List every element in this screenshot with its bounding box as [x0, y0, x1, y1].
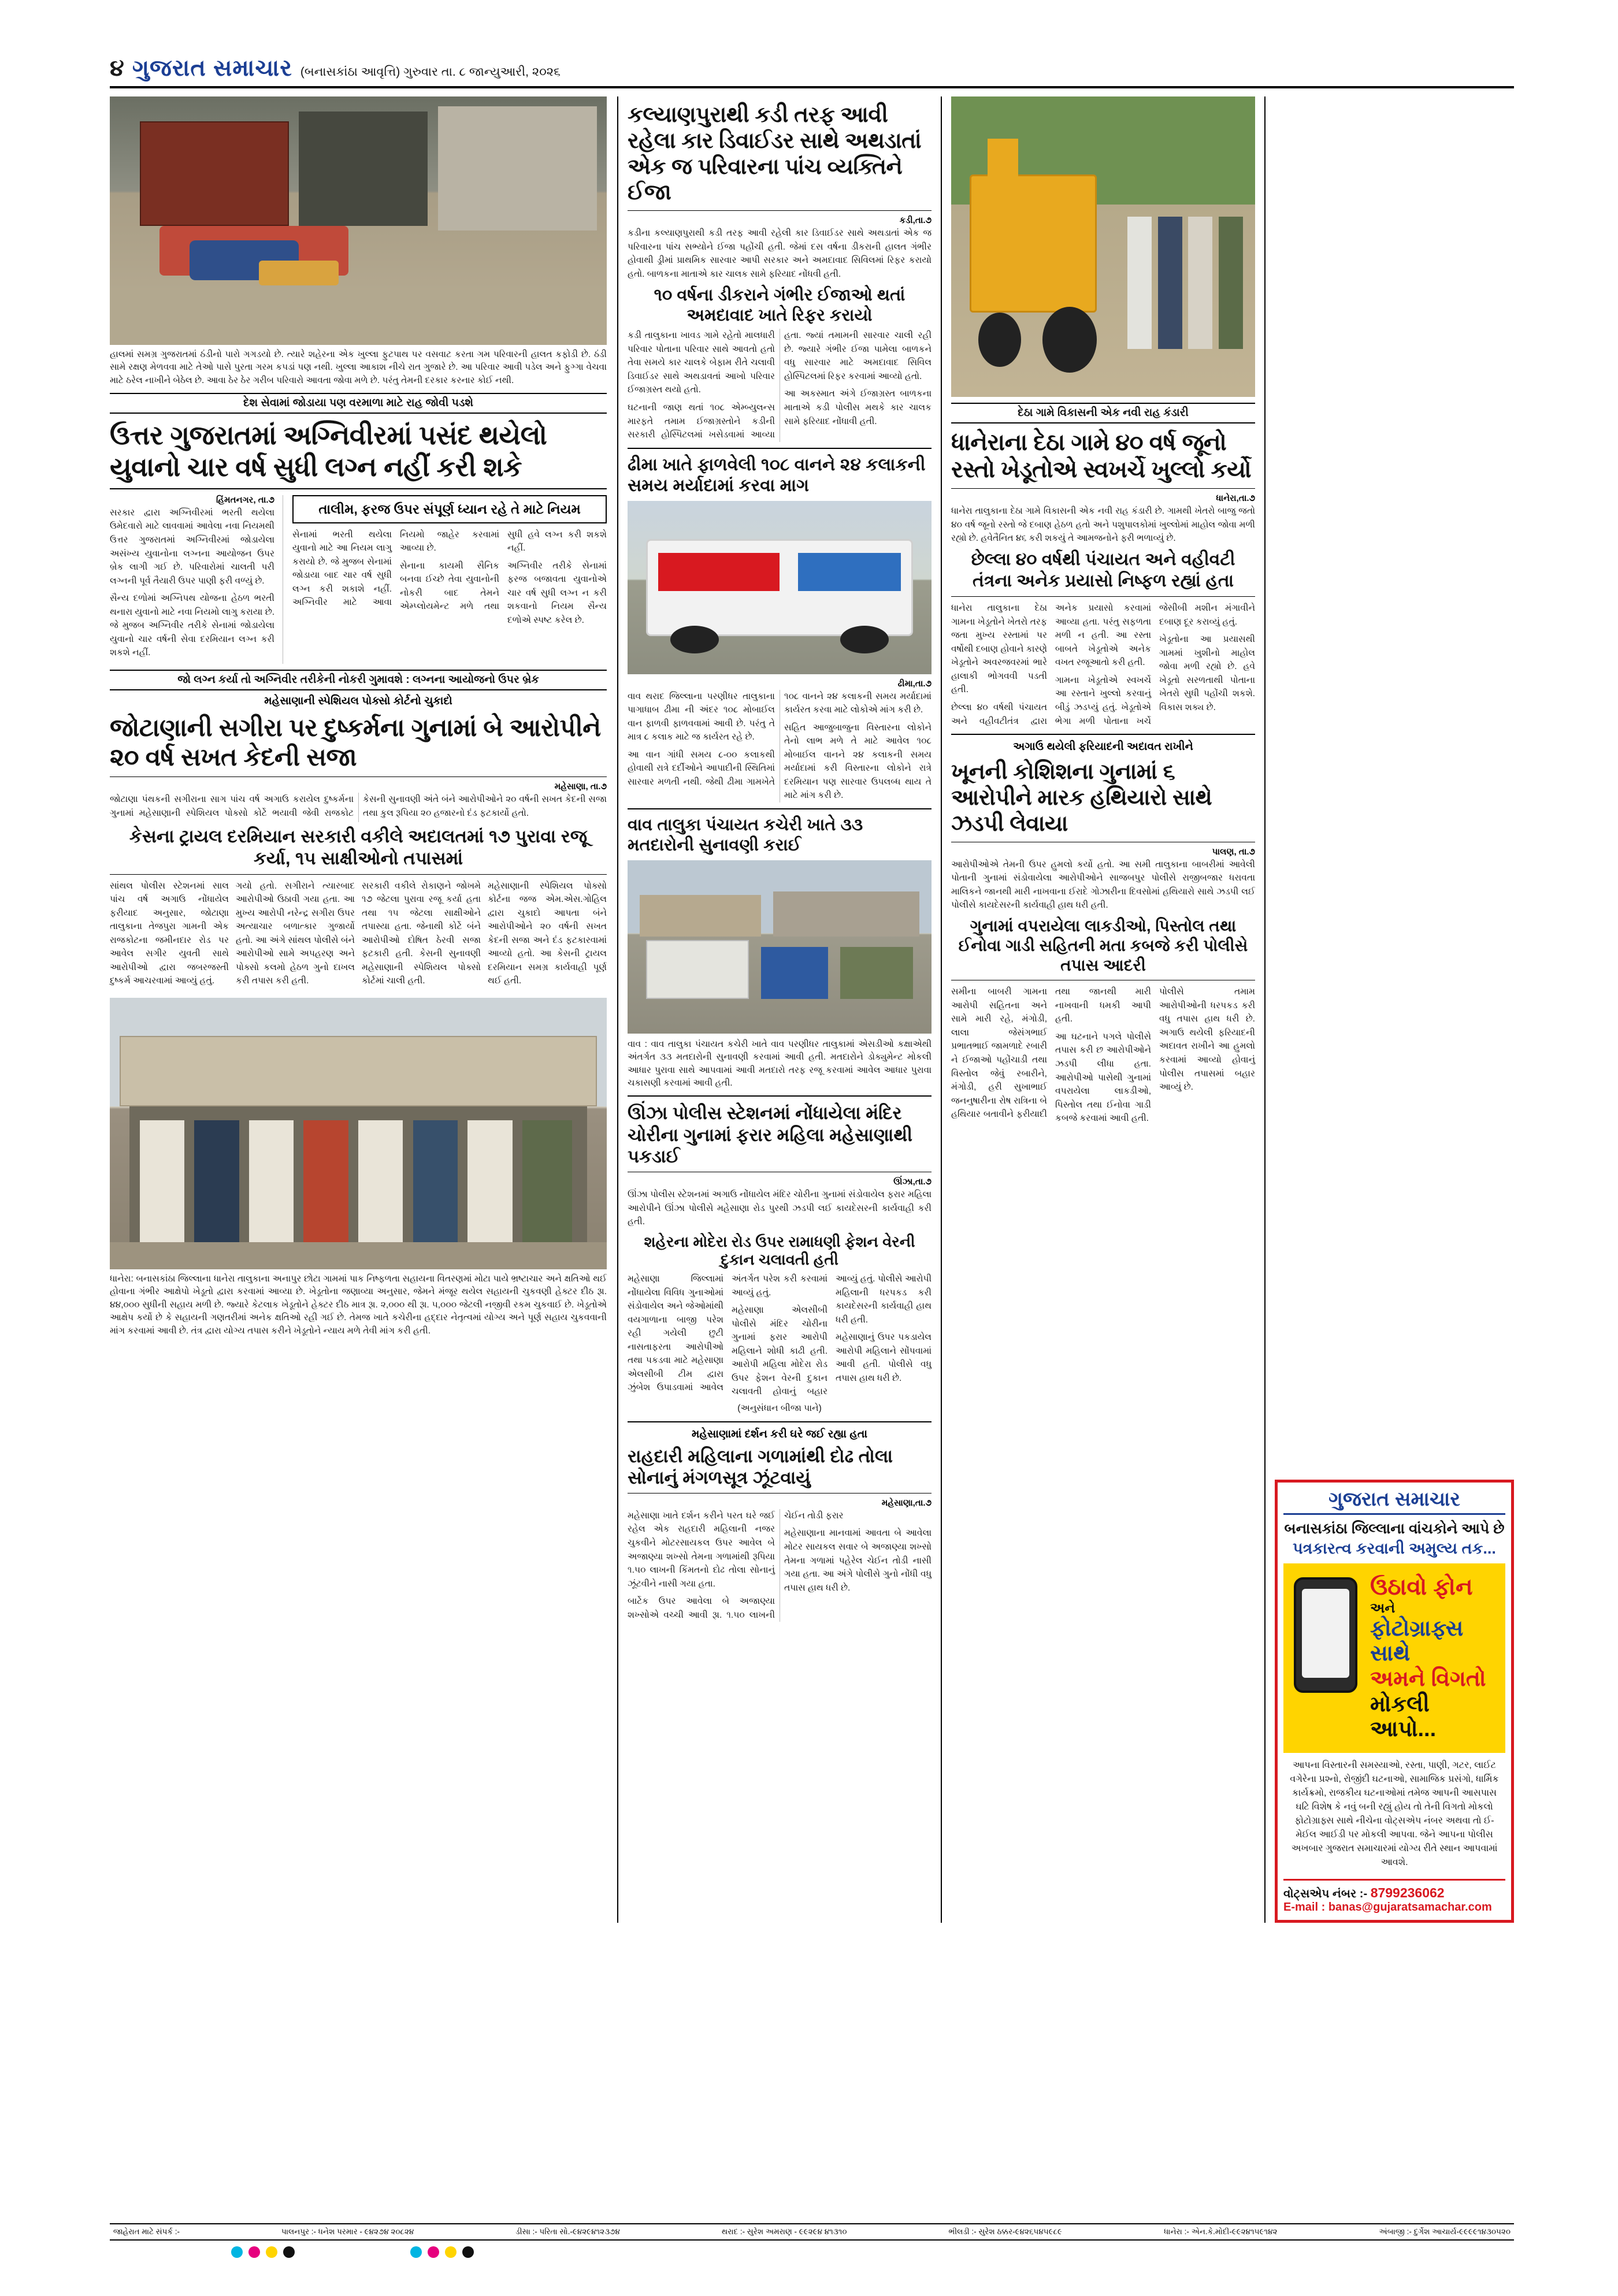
temple-theft-p1: ઊંઝા પોલીસ સ્ટેશનમાં અગાઉ નોંધાયેલ મંદિર ચોરીના ગુનામાં સંડોવાયેલ ફરાર મહિલા આરોપીને ઊંઝા પોલીસે મહેસાણા રોડ પુરથી ઝડપી લઈ કાયદેસરની કાર્યવાહી કરી હતી.	[628, 1190, 932, 1227]
continued-note: (અનુસંધાન બીજા પાને)	[737, 1403, 822, 1414]
ad-highlight-panel	[1283, 1563, 1505, 1753]
kicker-attempt-murder: અગાઉ થયેલી ફરિયાદની અદાવત રાખીને	[1013, 741, 1193, 753]
kicker-chain-snatch: મહેસાણામાં દર્શન કરી ઘરે જઈ રહ્યા હતા	[691, 1428, 868, 1440]
detha-p1: ધાનેરા તાલુકાના દેઠા ગામના ખેડૂતોને ખેતરો તરફ જતા મુખ્ય રસ્તામાં પર વર્ષોથી દબાણ હોવાને કારણે ખેડૂતોને અવરજવરમાં ભારે હાલાકી ભોગવવી પડતી હતી.	[951, 603, 1047, 695]
column-left	[110, 96, 618, 1923]
agniveer-p4: સેનાના કાયમી સૈનિક બનવા ઈચ્છે તેવા યુવાનોની નોકરી બાદ તેમને એમ્પ્લોયમેન્ટ મળે તથા સુધી હવે લગ્ન કરી શકશે નહીં.	[400, 529, 607, 612]
temple-theft-p4: મહેસાણાનું ઉપર પકડાયેલ આરોપી મહિલાને સોંપવામાં આવી હતી. પોલીસે વધુ તપાસ હાથ ધરી છે.	[836, 1332, 932, 1383]
headline-vav-panchayat: વાવ તાલુકા પંચાયત કચેરી ખાતે ૩૩ મતદારોની સુનાવણી કરાઈ	[628, 816, 863, 855]
edition-date: (બનાસકાંઠા આવૃત્તિ) ગુરુવાર તા. ૮ જાન્યુઆરી, ૨૦૨૬	[300, 65, 561, 79]
photo-farmers-group	[110, 998, 607, 1269]
masthead	[110, 55, 1514, 88]
email-row	[1283, 1901, 1505, 1914]
reg-dot-0	[231, 2246, 243, 2258]
ad-big1: ઉઠાવો ફોન	[1370, 1574, 1473, 1600]
footer-item-2: ડીસા :- પરિતા સો.-૯૪૨૯૪૧૨૩૭૪	[515, 2227, 620, 2236]
detha-p4: ખેડૂતોના આ પ્રયાસથી ગામમાં ખુશીનો માહોલ જોવા મળી રહ્યો છે. હવે ખેડૂતો સરળતાથી પોતાના ખેતરો સુધી પહોંચી શકશે. વિકાસ શક્ય છે.	[1159, 634, 1255, 713]
footer-item-1: પાલનપુર :- ધનેશ પરમાર - ૯૪૨૭૪ ૨૦૮૨૪	[281, 2227, 414, 2236]
dateline-attempt-murder: પાલણ, તા.૭	[1212, 846, 1255, 857]
dateline-detha-road: ધાનેરા,તા.૭	[1216, 493, 1255, 504]
footer-item-3: થરાદ :- સુરેશ અમરાણ - ૯૯૨૯૪ ૪૧૩૧૦	[721, 2227, 847, 2236]
temple-theft-p2: મહેસાણા જિલ્લામાં નોંધાયેલા વિવિધ ગુનાઓમાં સંડોવાયેલ અને જેઓમાંથી વયગાળાના બાજી પરેશ રહી ગયેલી છુટી નાસતાફરતા આરોપીઓ તથા પકડવા માટે મહેસાણા એલસીબી ટીમ દ્વારા ઝુંબેશ ઉપાડવામાં આવેલ અંતર્ગત પરેશ કરી કરવામાં આવ્યું હતું.	[628, 1274, 827, 1393]
murder-p3: આ ઘટનાને પગલે પોલીસે તપાસ કરી છ આરોપીઓને ઝડપી લીધા હતા. આરોપીઓ પાસેથી ગુનામાં વપરાયેલા લાકડીઓ, પિસ્તોલ તથા ઈનોવા ગાડી કબજે કરવામાં આવી હતી.	[1055, 1031, 1151, 1124]
headline-agniveer: ઉત્તર ગુજરાતમાં અગ્નિવીરમાં પસંદ થયેલો યુવાનો ચાર વર્ષ સુધી લગ્ન નહીં કરી શકે	[110, 420, 547, 482]
page-number: ૪	[110, 55, 124, 81]
chain-p3: મહેસાણાના માનવામાં આવતા બે આવેલા મોટર સાયકલ સવાર બે અજાણ્યા શખ્સો તેમના ગળામાં પહેરેલ ચેઈન તોડી નાસી ગયા હતા. આ અંગે પોલીસે ગુનો નોંધી વધુ તપાસ હાથ ધરી છે.	[784, 1528, 932, 1593]
van-p1: વાવ થરાદ જિલ્લાના પરણીધર તાલુકાના પાગાધાબ ઢીમા ની અંદર ૧૦૮ મોબાઈલ વાન ફાળવી ફાળવવામાં આવી છે. પરંતુ તે માત્ર ૮ કલાક માટે જ કાર્યરત રહે છે.	[628, 691, 775, 742]
ad-big2: અને	[1370, 1600, 1396, 1616]
subhead-pocso-trial: કેસના ટ્રાયલ દરમિયાન સરકારી વકીલે અદાલતમાં ૧૭ પુરાવા રજૂ કર્યા, ૧૫ સાક્ષીઓનો તપાસમાં	[129, 826, 588, 868]
footer-item-0: જાહેરાત માટે સંપર્ક :-	[113, 2227, 180, 2236]
ad-contact	[1283, 1879, 1505, 1914]
phone-icon	[1294, 1577, 1357, 1693]
subhead-detha-road: છેલ્લા ૪૦ વર્ષથી પંચાયત અને વહીવટી તંત્રના અનેક પ્રયાસો નિષ્ફળ રહ્યાં હતા	[971, 550, 1235, 590]
chain-p2: બાર્ટેક ઉપર આવેલા બે અજાણ્યા શખ્સોએ વચ્ચી આવી રૂા. ૧.૫૦ લાખની ચેઈન તોડી ફરાર	[628, 1510, 844, 1620]
car-accident-p2: કડી તાલુકાના ખાવડ ગામે રહેતો માલધારી પરિવાર પોતાના પરિવાર સાથે આવતો હતો તેવા સમયે કાર ચાલકે બેફામ રીતે ચલાવી ડિવાઈડર સાથે અથડાવતાં આખો પરિવાર ઈજાગ્રસ્ત થયો હતો.	[628, 330, 775, 395]
reg-dot-1	[248, 2246, 260, 2258]
detha-p2: છેલ્લા ૪૦ વર્ષથી પંચાયત અને વહીવટીતંત્ર દ્વારા અનેક પ્રયાસો કરવામાં આવ્યા હતા. પરંતુ સફળતા મળી ન હતી. આ રસ્તા બાબતે ખેડૂતોએ અનેક વખત રજૂઆતો કરી હતી.	[951, 603, 1151, 726]
ad-line2: પત્રકારત્વ કરવાની અમુલ્ય તક...	[1293, 1539, 1496, 1557]
paper-title: ગુજરાત સમાચાર	[132, 55, 292, 81]
reg-dot-5	[428, 2246, 439, 2258]
murder-p1: આરોપીઓએ તેમની ઉપર હુમલો કર્યો હતો. આ સમી તાલુકાના બાબરીમાં આવેલી પોતાની ગુનામાં સંડોવાયેલા આરોપીઓને સાજબપુર પોલીસે રાજીબજાર ધરાવતા માલિકને જાનથી મારી નાખવાના ઈરાદે ગોઝારીના દિવસોમાં હથિયારો સાથે ઝડપી લઈ પોલીસે કાયદેસરની કાર્યવાહી હાથ ધરી હતી.	[951, 859, 1255, 911]
whatsapp-label: વોટ્સએપ નંબર :-	[1283, 1888, 1368, 1901]
registration-marks	[110, 2246, 1514, 2258]
ad-big5: મોકલી આપો...	[1370, 1692, 1437, 1742]
photo-ambulance	[628, 501, 932, 674]
agniveer-p1: સરકાર દ્વારા અગ્નિવીરમાં ભરતી થયેલા ઉમેદવારો માટે લાવવામાં આવેલા નવા નિયમથી ઉત્તર ગુજરાતમાં અગ્નિવીરમાં જોડાયેલા અસંખ્ય યુવાનોના લગ્નના આયોજન ઉપર બ્રેક લાગી ગઈ છે. પરિવારોમાં ચાલતી પરી લગ્નની પૂર્વ તૈયારી ઉપર પાણી ફરી વળ્યું છે.	[110, 507, 274, 586]
pocso-p5: મહેસાણાની સ્પેશિયલ પોક્સો કોર્ટના જજ એમ.એસ.ગોહિલ દ્વારા ચુકાદો આપતા બંને આરોપીઓને ૨૦ વર્ષની સખત કેદની સજા અને દંડ ફટકારવામાં આવ્યો હતો. આ કેસની ટ્રાયલ દરમિયાન સમગ્ર કાર્યવાહી પૂર્ણ થઈ હતી.	[488, 880, 607, 986]
ad-big4: અમને વિગતો	[1370, 1666, 1486, 1691]
dateline-temple-theft: ઊંઝા,તા.૭	[893, 1177, 932, 1187]
photo-footpath-family	[110, 96, 607, 345]
dateline-chain-snatch: મહેસાણા,તા.૭	[881, 1498, 932, 1508]
detha-p3: ગામના ખેડૂતોએ સ્વખર્ચે આ રસ્તાને ખુલ્લો કરવાનું બીડું ઝડપ્યું હતું. ખેડૂતોએ ભેગા મળી પોતાના ખર્ચે જેસીબી મશીન મંગાવીને દબાણ દૂર કરાવ્યું હતું.	[1055, 603, 1255, 726]
chain-p1: મહેસાણા ખાતે દર્શન કરીને પરત ઘરે જઈ રહેલ એક રાહદારી મહિલાની નજર ચુકવીને મોટરસાયકલ ઉપર આવેલ બે અજાણ્યા શખ્સો તેમના ગળામાંથી રૂપિયા ૧.૫૦ લાખની કિંમતનો દોઢ તોલા સોનાનું ઝૂંટવીને નાસી ગયા હતા.	[628, 1510, 775, 1589]
page-columns	[110, 96, 1514, 1923]
column-mid-left	[618, 96, 942, 1923]
photo-caption-3: વાવ : વાવ તાલુકા પંચાયત કચેરી ખાતે વાવ પરણીધર તાલુકામાં એસડીઓ કક્ષાએથી અંતર્ગત ૩૩ મતદારોની સુનાવણી કરવામાં આવી હતી. મતદારોને ડોક્યુમેન્ટ મોકલી આધાર પુરાવા સાથે આપવામાં આવી મતદારો તરફ રજૂ કરવામાં આવેલ આધાર પુરાવા ચકાસણી કરવામાં આવી હતી.	[628, 1039, 932, 1088]
headline-detha-road: ધાનેરાના દેઠા ગામે ૪૦ વર્ષ જૂનો રસ્તો ખેડૂતોએ સ્વખર્ચે ખુલ્લો કર્યો	[951, 430, 1252, 483]
murder-p2: સમીના બાબરી ગામના આરોપી સહિતના અને સામે મારી રહે, મંગોડી, લાલા જેસંગભાઈ પ્રભાતભાઈ જામળાદે રબારી ને ઈજાઓ પહોંચાડી તથા વિસ્તોલ જેવું રબારીને, મંગોડી, હરી સુખાભાઈ જનનુષારીના રોષ રાત્રિના બે હથિયાર બતાવીને ફરીયાદી તથા જાનથી મારી નાખવાની ધમકી આપી હતી.	[951, 987, 1151, 1120]
headline-chain-snatch: રાહદારી મહિલાના ગળામાંથી દોઢ તોલા સોનાનું મંગળસૂત્ર ઝૂંટવાયું	[628, 1446, 893, 1488]
kicker-detha-road: દેઠા ગામે વિકાસની એક નવી રાહ કંડારી	[951, 403, 1255, 423]
subhead-temple-theft: શહેરના મોદેરા રોડ ઉપર રામાધણી ફેશન વેરની દુકાન ચલાવતી હતી	[644, 1232, 915, 1269]
column-mid-right	[942, 96, 1266, 1923]
footer-item-6: અંબાજી :- દુર્ગેશ આચાર્ય-૯૯૯૯૧૪૩૦૫૨૦	[1379, 2227, 1511, 2236]
temple-theft-p3: મહેસાણા એલસીબી પોલીસે મંદિર ચોરીના ગુનામાં ફરાર આરોપી મહિલાને શોધી કાઢી હતી. આરોપી મહિલા મોદેરા રોડ ઉપર ફેશન વેરની દુકાન ચલાવતી હોવાનું બહાર આવ્યું હતું. પોલીસે આરોપી મહિલાની ધરપકડ કરી કાયદેસરની કાર્યવાહી હાથ ધરી હતી.	[732, 1274, 932, 1397]
dateline-car-accident: કડી,તા.૭	[899, 216, 932, 226]
pocso-p1: જોટાણા પંથકની સગીરાના સાગ પાંચ વર્ષ અગાઉ કરાયેલ દુષ્કર્મના ગુનામાં મહેસાણાની સ્પેશિયલ પોક્સો કોર્ટે ભયાવી જેવી રાજકોટ કેસની સુનાવણી અંતે બંને આરોપીઓને ૨૦ વર્ષની સખત કેદની સજા તથા કુલ રૂપિયા ૨૦ હજારનો દંડ ફટકાર્યો હતો.	[110, 794, 607, 818]
reg-dot-4	[410, 2246, 422, 2258]
van-p3: સહિત આજુબાજુના વિસ્તારના લોકોને તેનો લાભ મળે તે માટે આવેલ ૧૦૮ મોબાઈલ વાનને ૨૪ કલાકની સમય મર્યાદામાં કરી વિસ્તારના લોકોને રાત્રે દરમિયાન પણ સારવાર ઉપલબ્ધ થાય તે માટે માંગ કરી છે.	[784, 722, 932, 801]
email-label: E-mail :	[1283, 1901, 1326, 1914]
reg-dot-7	[462, 2246, 474, 2258]
footer-item-4: ભીલડી :- સુરેશ ઠક્કર-૯૪૨૬૫૪૫૯૮૯	[948, 2227, 1063, 2236]
dateline-agniveer: હિંમતનગર, તા.૭	[216, 495, 274, 505]
page-footer	[110, 2223, 1514, 2258]
whatsapp-row	[1283, 1885, 1505, 1901]
reg-dot-6	[445, 2246, 457, 2258]
photo-caption-1: હાલમાં સમગ્ર ગુજરાતમાં ઠંડીનો પારો ગગડયો છે. ત્યારે શહેરના એક ખુલ્લા ફુટપાથ પર વસવાટ કરતા ગમ પરિવારની હાલત કફોડી છે. ઠંડી સામે રક્ષણ મેળવવા માટે તેઓ પાસે પુરતા ગરમ કપડાં પણ નથી. ખુલ્લા આકાશ નીચે રાત ગુજારે છે. આ પરિવાર આવી પડેલ અને ફુગ્ગા વેચવા માટે ઠરેલ નાખીને બેઠેલ છે. આવા ઠેર ઠેર ગરીબ પરિવારો આવતા જોવા મળે છે. પરંતુ તેમની દરકાર કરનાર કોઈ નથી.	[110, 350, 607, 385]
agniveer-p3: સૈન્ય દળોમાં અગ્નિપથ યોજના હેઠળ ભરતી થનારા યુવાનો માટે નવા નિયમો લાગુ કરાયા છે. જે મુજબ અગ્નિવીર તરીકે સેનામાં જોડાયેલા યુવાનો ચાર વર્ષની સેવા દરમિયાન લગ્ન કરી શકશે નહીં.	[110, 593, 274, 658]
dateline-108-van: ઢીમા,તા.૭	[897, 678, 932, 689]
murder-p4: પોલીસે તમામ આરોપીઓની ધરપકડ કરી વધુ તપાસ હાથ ધરી છે. અગાઉ થયેલી ફરિયાદની અદાવત રાખીને આ હુમલો કરવામાં આવ્યો હોવાનું પોલીસ તપાસમાં બહાર આવ્યું છે.	[1159, 987, 1255, 1093]
reg-dot-3	[283, 2246, 295, 2258]
car-accident-p4: આ અકસ્માત અંગે ઈજાગ્રસ્ત બાળકના માતાએ કડી પોલીસ મથકે કાર ચાલક સામે ફરિયાદ નોંધાવી હતી.	[784, 389, 932, 426]
kicker-agniveer: દેશ સેવામાં જોડાયા પણ વરમાળા માટે રાહ જોવી પડશે	[110, 393, 607, 414]
column-right-ad	[1266, 96, 1514, 1923]
photo-vav-panchayat	[628, 860, 932, 1034]
ad-body-text: આપના વિસ્તારની સમસ્યાઓ, રસ્તા, પાણી, ગટર, લાઈટ વગેરેના પ્રશ્નો, રોજીંદી ઘટનાઓ, સામાજિક પ્રસંગો, ધાર્મિક કાર્યક્રમો, રાજકીય ઘટનાઓમાં તમેજ આપની આસપાસ ઘટેિ વિશેષ કે નવું બની રહ્યું હોય તો તેની વિગતો મોકલો ફોટોગ્રાફ્સ સાથે નીચેના વોટ્સએપ નંબર અથવા તો ઈ-મેઈલ આઈડી પર મોકલી આપવા. જેને આપના પોલીસ અખબાર ગુજરાત સમાચારમાં યોગ્ય રીતે સ્થાન આપવામાં આવશે.	[1290, 1760, 1499, 1868]
headline-temple-theft: ઊંઝા પોલીસ સ્ટેશનમાં નોંધાયેલા મંદિર ચોરીના ગુનામાં ફરાર મહિલા મહેસાણાથી પકડાઈ	[628, 1103, 913, 1166]
footer-contacts	[110, 2223, 1514, 2241]
agniveer-p2: સેનામાં ભરતી થયેલા યુવાનો માટે આ નિયમ લાગુ કરાયો છે. જે મુજબ સેનામાં જોડાયા બાદ ચાર વર્ષ સુધી લગ્ન કરી શકાશે નહીં. અગ્નિવીર માટે આવા નિયમો જાહેર કરવામાં આવ્યા છે.	[292, 529, 499, 608]
agniveer-subhead: તાલીમ, ફરજ ઉપર સંપૂર્ણ ધ્યાન રહે તે માટે નિયમ	[318, 501, 581, 517]
kicker-pocso: મહેસાણાની સ્પેશિયલ પોક્સો કોર્ટનો ચુકાદો	[264, 694, 452, 707]
car-accident-p1: કડીના કલ્યાણપુરાથી કડી તરફ આવી રહેલી કાર ડિવાઈડર સાથે અથડાતાં એક જ પરિવારના પાંચ સભ્યોને ઈજા પહોંચી હતી. જેમાં દસ વર્ષના ડીકરાની હાલત ગંભીર હોવાથી ડ્રીમાં પ્રાથમિક સારવાર આપી સરકાર અને અમદાવાદ સિવિલમાં રિફર કરાયો હતો. બાળકના માતાએ કાર ચાલક સામે ફરિયાદ નોંધવી હતી.	[628, 228, 932, 279]
detha-intro: ધાનેરા તાલુકાના દેઠા ગામે વિકાસની એક નવી રાહ કંડારી છે. ગામથી ખેતરો બાજુ જતો ૪૦ વર્ષ જૂનો રસ્તો જે દબાણ હેઠળ હતો અને પશુપાલકોમાં ખુલ્લોમાં માહોલ જોવા મળી રહ્યો છે. હવેતૈનિત ૪૬ કરી શકયું તે આમજનોને ફરી ભળાવ્યું છે.	[951, 506, 1255, 544]
subhead-car-accident: ૧૦ વર્ષના ડીકરાને ગંભીર ઈજાઓ થતાં અમદાવાદ ખાતે રિફર કરાયો	[654, 285, 906, 325]
van-p2: આ વાન ગાંધી સમય ૮-૦૦ કલાકથી હોવાથી રાત્રે દર્દીઓને આપાદીની સ્થિતિમાં સારવાર મળતી નથી. જેથી ઢીમા ગામખેતે ૧૦૮ વાનને ૨૪ કલાકની સમય મર્યાદામાં કાર્યરત કરવા માટે લોકોએ માંગ કરી છે.	[628, 691, 932, 787]
headline-attempt-murder: ખૂનની કોશિશના ગુનામાં ૬ આરોપીને મારક હથિયારો સાથે ઝડપી લેવાયા	[951, 760, 1212, 836]
headline-108-van: ઢીમા ખાતે ફાળવેલી ૧૦૮ વાનને ૨૪ કલાકની સમય મર્યાદામાં કરવા માગ	[628, 455, 926, 495]
subhead-attempt-murder: ગુનામાં વપરાયેલા લાકડીઓ, પિસ્તોલ તથા ઈનોવા ગાડી સહિતની મતા કબજે કરી પોલીસે તપાસ આદરી	[958, 916, 1248, 975]
reg-dot-2	[266, 2246, 277, 2258]
pocso-p4: સરકારી વકીલે રોકાણને જોખમે ૧૭ જેટલા પુરાવા રજૂ કર્યા હતા તથા ૧૫ જેટલા સાક્ષીઓને તપાસ્યા હતા. જેનાથી કોર્ટે બંને આરોપીઓ દોષિત ઠેરવી સજા ફટકારી હતી. કેસની સુનાવણી મહેસાણાની સ્પેશિયલ પોક્સો કોર્ટમાં ચાલી હતી.	[362, 880, 481, 986]
page-sheet	[110, 55, 1514, 2245]
pocso-p3: ગયો હતો. સગીરાને ત્યારબાદ આરોપીઓ ઉઠાવી ગયા હતા. આ મુખ્ય આરોપી નરેન્દ્ર સગીરા ઉપર અત્યાચાર બળાત્કાર ગુજાર્યો હતો. આ અંગે સાંથલ પોલીસે બંને આરોપીઓ સામે અપહરણ અને પોક્સો કલમો હેઠળ ગુનો દાખલ કરી તપાસ કરી હતી.	[236, 880, 355, 986]
ad-big3: ફોટોગ્રાફ્સ સાથે	[1370, 1616, 1464, 1666]
email-address[interactable]: banas@gujaratsamachar.com	[1328, 1901, 1492, 1914]
whatsapp-number[interactable]: 8799236062	[1370, 1885, 1445, 1901]
headline-pocso: જોટાણાની સગીરા પર દુષ્કર્મના ગુનામાં બે આરોપીને ૨૦ વર્ષ સખત કેદની સજા	[110, 714, 601, 771]
kicker-agniveer-2: જો લગ્ન કર્યા તો અગ્નિવીર તરીકેની નોકરી ગુમાવશે : લગ્નના આયોજનો ઉપર બ્રેક	[110, 670, 607, 690]
footer-item-5: ધાનેરા :- એન.કે.મોદી-૯૯૨૪૧૫૯૧૪૨	[1164, 2227, 1278, 2236]
photo-caption-2: ધાનેરા: બનાસકાંઠા જિલ્લાના ધાનેરા તાલુકાના અનાપુર છોટા ગામમાં પાક નિષ્ફળતા સહાયના વિતરણમાં મોટા પાયે ભ્રષ્ટાચાર અને ક્ષતિઓ થઈ હોવાના ગંભીર આક્ષેપો ખેડૂતો દ્વારા કરવામાં આવ્યા છે. ખેડૂતોના જણાવ્યા અનુસાર, જેમને મંજૂર થયેલ સહાયની ચુકવણી હેક્ટર દીઠ રૂા. ૪૪,૦૦૦ સુધીની સહાય મળી છે. જ્યારે કેટલાક ખેડૂતોને હેક્ટર દીઠ માત્ર રૂા. ૨,૦૦૦ થી રૂા. ૫,૦૦૦ જેટલી નજીવી રકમ ચુકવાઈ છે. ખેડૂતોએ આક્ષેપ કર્યો છે કે સહાયની ગણતરીમાં અનેક ક્ષતિઓ રહી ગઈ છે. તેમજ ખાતે કચેરીના હદ્દાર નેતૃત્વમાં યોગ્ય અને પૂર્ણ સહાય ચુકવવાની માંગ કરવામાં આવી છે. તંત્ર દ્વારા યોગ્ય તપાસ કરીને ખેડૂતોને ન્યાય મળે તેવી માંગ કરી હતી.	[110, 1274, 607, 1336]
dateline-pocso: મહેસાણા, તા.૭	[554, 782, 607, 792]
car-accident-p3: ઘટનાની જાણ થતાં ૧૦૮ એમ્બ્યુલન્સ મારફતે તમામ ઈજાગ્રસ્તોને કડીની સરકારી હોસ્પિટલમાં ખસેડવામાં આવ્યા હતા. જ્યાં તમામની સારવાર ચાલી રહી છે. જ્યારે ગંભીર ઈજા પામેલા બાળકને વધુ સારવાર માટે અમદાવાદ સિવિલ હોસ્પિટલમાં રિફર કરવામાં આવ્યો હતો.	[628, 330, 932, 440]
photo-jcb-road	[951, 96, 1255, 397]
ad-line1: બનાસકાંઠા જિલ્લાના વાંચકોને આપે છે	[1284, 1521, 1505, 1537]
headline-car-accident: કલ્યાણપુરાથી કડી તરફ આવી રહેલા કાર ડિવાઈડર સાથે અથડાતાં એક જ પરિવારના પાંચ વ્યક્તિને ઈજા	[628, 103, 922, 205]
agniveer-p5: અગ્નિવીર તરીકે સેનામાં ફરજ બજાવતા યુવાનોએ ચાર વર્ષ સુધી લગ્ન ન કરી શકવાનો નિયમ સૈન્ય દળોએ સ્પષ્ટ કરેલ છે.	[507, 560, 607, 625]
advertisement-block[interactable]	[1275, 1480, 1514, 1923]
ad-logo: ગુજરાત સમાચાર	[1283, 1488, 1505, 1515]
pocso-p2: સાંથલ પોલીસ સ્ટેશનમાં સાલ પાંચ વર્ષ અગાઉ નોંધાયેલ ફરીયાદ અનુસાર, જોટાણા તાલુકાના તેજપુરા ગામની એક રાજકોટના જમીનદાર રોડ પર આવેલ સગીર યુવતી સાથે આરોપીઓ દ્વારા જબરજસ્તી દુષ્કર્મ આચરવામાં આવ્યું હતું.	[110, 880, 229, 986]
